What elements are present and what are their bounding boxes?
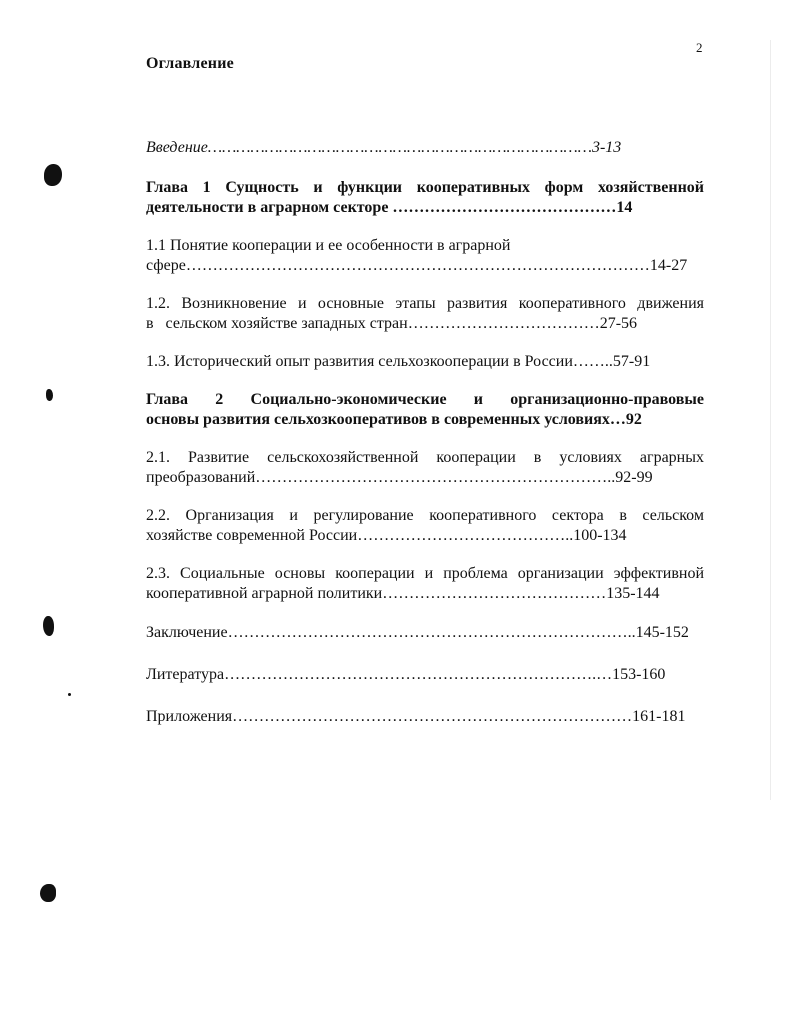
scan-blot — [40, 884, 56, 902]
toc-entry-section-2-2-line1: 2.2. Организация и регулирование кооперативного сектора в сельском — [146, 507, 704, 524]
toc-entry-section-1-3-text: 1.3. Исторический опыт развития сельхозкооперации в России……..57-91 — [146, 353, 651, 370]
toc-entry-section-2-3-line2: кооперативной аграрной политики……………………………………135-144 — [146, 585, 660, 602]
toc-entry-chapter-1 — [146, 178, 704, 218]
toc-entry-chapter-1-line1: Глава 1 Сущность и функции кооперативных форм хозяйственной — [146, 179, 704, 196]
page-title: Оглавление — [146, 55, 234, 72]
scan-blot — [43, 616, 54, 636]
toc-entry-conclusion-text: Заключение…………………………………………………………………..145-152 — [146, 624, 689, 641]
toc-entry-chapter-2-line1: Глава 2 Социально-экономические и организационно-правовые — [146, 391, 704, 408]
toc-entry-chapter-2-line2: основы развития сельхозкооперативов в современных условиях…92 — [146, 411, 642, 428]
toc-entry-section-1-1-line1: 1.1 Понятие кооперации и ее особенности в аграрной — [146, 237, 511, 254]
toc-entry-section-1-2-line1: 1.2. Возникновение и основные этапы развития кооперативного движения — [146, 295, 704, 312]
toc-entry-section-2-2-line2: хозяйстве современной России…………………………………..100-134 — [146, 527, 627, 544]
toc-entry-chapter-2 — [146, 390, 704, 430]
toc-entry-literature — [146, 665, 704, 685]
scan-blot — [68, 693, 71, 696]
toc-entry-chapter-1-line2: деятельности в аграрном секторе ……………………………………14 — [146, 199, 633, 216]
toc-entry-section-2-3 — [146, 564, 704, 604]
toc-entry-section-2-2 — [146, 506, 704, 546]
table-of-contents — [146, 138, 704, 727]
toc-entry-section-2-3-line1: 2.3. Социальные основы кооперации и проблема организации эффективной — [146, 565, 704, 582]
scan-blot — [46, 389, 53, 401]
toc-entry-section-1-1 — [146, 236, 704, 276]
toc-entry-section-2-1 — [146, 448, 704, 488]
toc-entry-section-1-3 — [146, 352, 704, 372]
toc-entry-section-2-1-line1: 2.1. Развитие сельскохозяйственной кооперации в условиях аграрных — [146, 449, 704, 466]
toc-entry-section-2-1-line2: преобразований…………………………………………………………..92-99 — [146, 469, 653, 486]
toc-entry-appendices — [146, 707, 704, 727]
scan-blot — [44, 164, 62, 186]
page-number: 2 — [696, 40, 703, 55]
toc-entry-intro-text: Введение………………………………………………………………………3-13 — [146, 139, 622, 156]
toc-entry-intro — [146, 138, 704, 158]
toc-entry-section-1-1-line2: сфере……………………………………………………………………………14-27 — [146, 257, 688, 274]
toc-entry-appendices-text: Приложения…………………………………………………………………161-181 — [146, 708, 686, 725]
scan-edge-line — [770, 40, 771, 800]
toc-entry-conclusion — [146, 623, 704, 643]
toc-entry-section-1-2 — [146, 294, 704, 334]
toc-entry-literature-text: Литература…………………………………………………………….…153-160 — [146, 666, 666, 683]
toc-entry-section-1-2-line2: в сельском хозяйстве западных стран………………………………27-56 — [146, 315, 638, 332]
